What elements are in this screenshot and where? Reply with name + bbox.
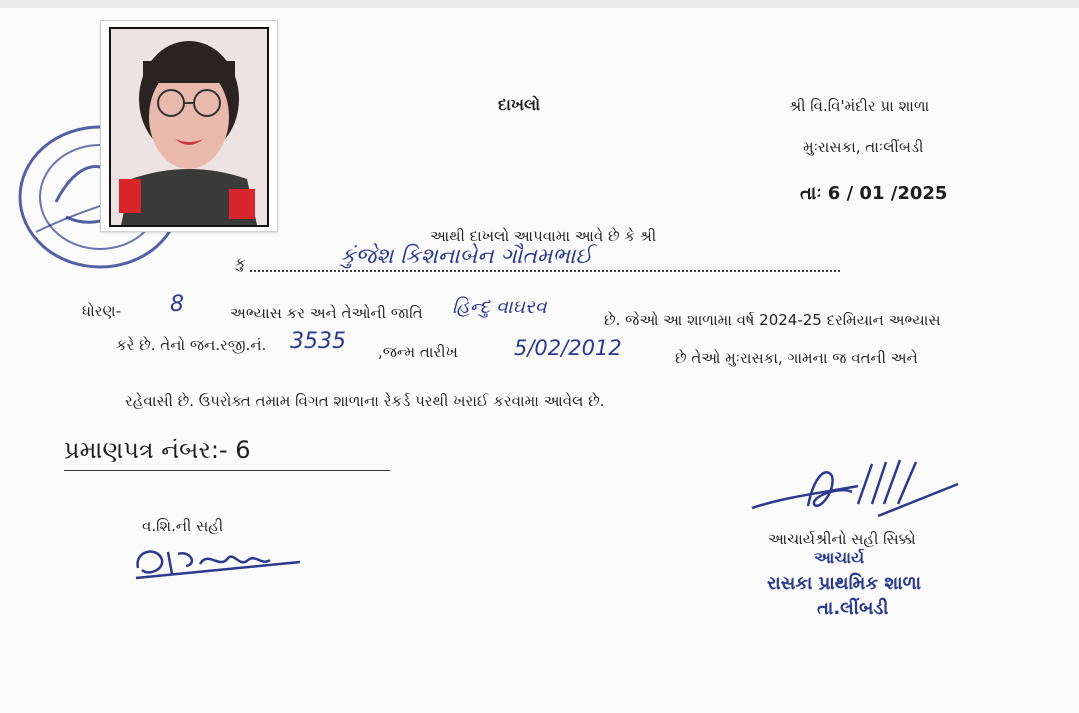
- intro-text: આથી દાખલો આપવામા આવે છે કે શ્રી: [430, 227, 657, 245]
- standard-value: 8: [170, 292, 184, 317]
- date-value: 6 / 01 /2025: [827, 183, 948, 204]
- certificate-number: પ્રમાણપત્ર નંબર:- 6: [64, 436, 390, 471]
- stamp-line3: તા.લીંબડી: [817, 598, 889, 619]
- birth-date-value: 5/02/2012: [514, 336, 622, 360]
- student-photo-frame: [100, 20, 278, 232]
- body-line2-part1: કરે છે. તેનો જન.રજી.નં.: [116, 336, 267, 354]
- student-name: કુંજેશ કિશનાબેન ગૌતમભાઈ: [340, 244, 593, 269]
- caste-value: હિન્દુ વાઘરવ: [452, 296, 547, 318]
- class-teacher-label: વ.શિ.ની સહી: [142, 517, 224, 535]
- top-scan-band: [0, 0, 1079, 8]
- date-row: [800, 183, 947, 204]
- page-title: દાખલો: [498, 95, 541, 114]
- body-line2-part2: ,જન્મ તારીખ: [378, 343, 458, 361]
- name-prefix: કુ: [235, 254, 246, 272]
- stamp-line2: રાસકા પ્રાથમિક શાળા: [767, 573, 922, 594]
- principal-signature: [748, 456, 968, 528]
- date-label: તાઃ: [800, 183, 822, 204]
- class-teacher-signature: [128, 540, 308, 584]
- body-line3: રહેવાસી છે. ઉપરોક્ત તમામ વિગત શાળાના રેકર્ડ પરથી ખરાઈ કરવામા આવેલ છે.: [125, 392, 605, 410]
- reg-no-value: 3535: [290, 329, 346, 354]
- stamp-line1: આચાર્ય: [814, 548, 865, 567]
- student-photo: [109, 27, 269, 227]
- body-line2-part3: છે તેઓ મુઃરાસકા, ગામના જ વતની અને: [675, 349, 918, 367]
- principal-label: આચાર્યશ્રીનો સહી સિક્કો: [768, 530, 916, 548]
- name-dotted-line: [250, 270, 840, 272]
- body-line1-part1: ધોરણ-: [82, 302, 121, 320]
- school-name: શ્રી વિ.વિ'મંદીર પ્રા શાળા: [789, 97, 930, 115]
- school-address: મુઃરાસકા, તાઃલીંબડી: [803, 138, 924, 156]
- body-line1-part3: છે. જેઓ આ શાળામા વર્ષ 2024-25 દરમિયાન અભ્યાસ: [604, 311, 941, 329]
- body-line1-part2: અભ્યાસ કર અને તેઓની જાતિ: [230, 304, 423, 322]
